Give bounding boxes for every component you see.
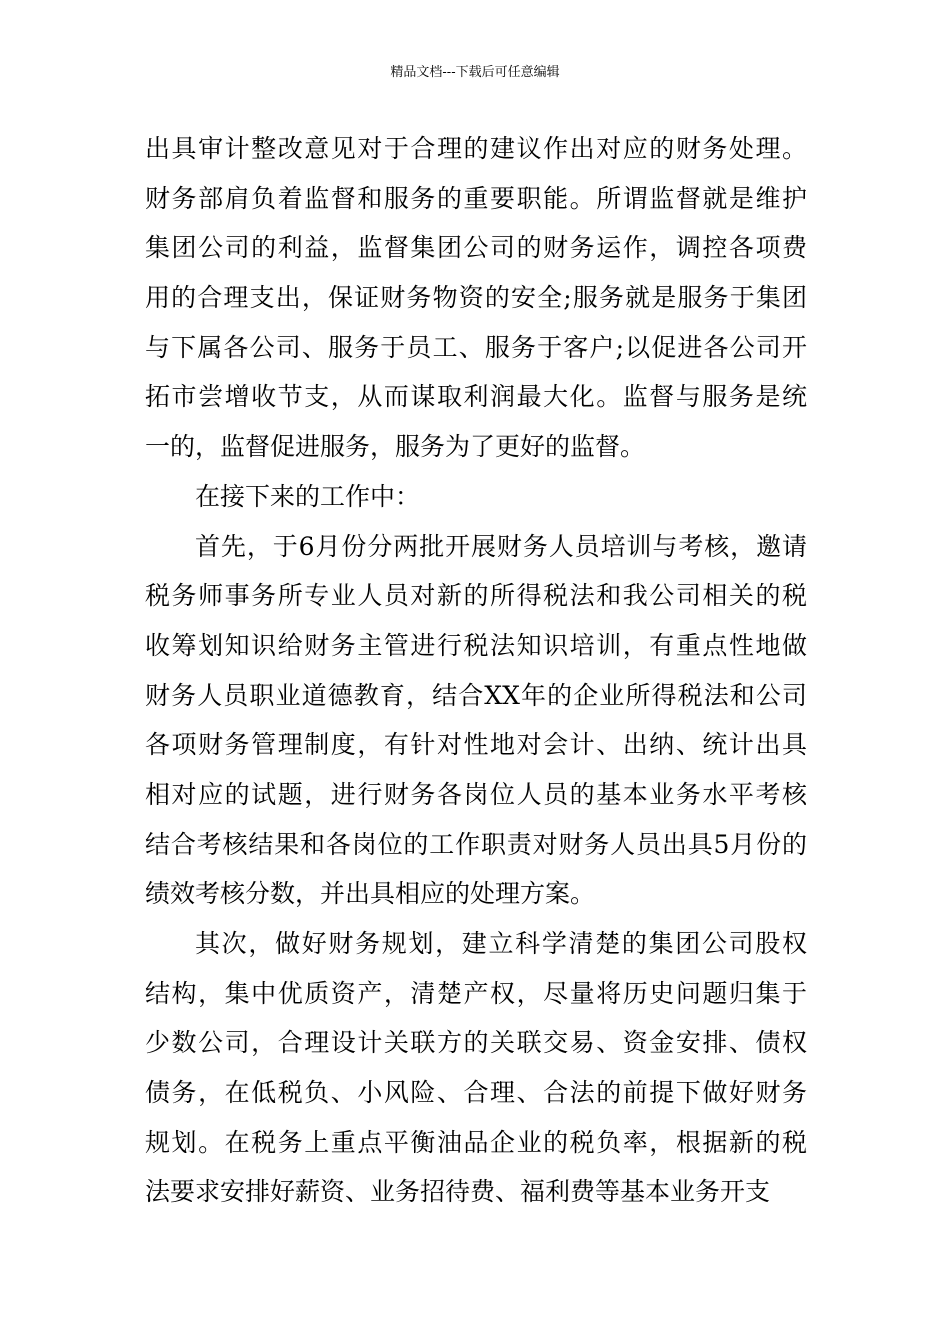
- text-line: 债务，在低税负、小风险、合理、合法的前提下做好财务: [145, 1078, 807, 1108]
- text-line: 绩效考核分数，并出具相应的处理方案。: [145, 879, 596, 909]
- text-line: 结合考核结果和各岗位的工作职责对财务人员出具5月份的: [145, 829, 807, 859]
- page-header: 精品文档---下载后可任意编辑: [390, 65, 560, 80]
- text-line: 规划。在税务上重点平衡油品企业的税负率，根据新的税: [145, 1127, 807, 1157]
- text-line: 法要求安排好薪资、业务招待费、福利费等基本业务开支: [145, 1177, 771, 1207]
- text-line: 出具审计整改意见对于合理的建议作出对应的财务处理。: [145, 134, 807, 163]
- text-line: 少数公司，合理设计关联方的关联交易、资金安排、债权: [145, 1028, 807, 1058]
- paragraph: [145, 919, 807, 1217]
- text-line: 财务部肩负着监督和服务的重要职能。所谓监督就是维护: [145, 183, 807, 213]
- text-line: 各项财务管理制度，有针对性地对会计、出纳、统计出具: [145, 730, 807, 760]
- paragraph: [145, 124, 807, 472]
- text-line: 财务人员职业道德教育，结合XX年的企业所得税法和公司: [145, 680, 807, 710]
- text-line: 结构，集中优质资产，清楚产权，尽量将历史问题归集于: [145, 978, 807, 1008]
- text-line: 收筹划知识给财务主管进行税法知识培训，有重点性地做: [145, 630, 807, 660]
- text-line: 集团公司的利益，监督集团公司的财务运作，调控各项费: [145, 233, 807, 263]
- text-line: 税务师事务所专业人员对新的所得税法和我公司相关的税: [145, 581, 807, 611]
- text-line: 相对应的试题，进行财务各岗位人员的基本业务水平考核: [145, 779, 807, 809]
- document-body: [145, 124, 807, 1217]
- text-line: 一的，监督促进服务，服务为了更好的监督。: [145, 432, 646, 462]
- text-line: 首先，于6月份分两批开展财务人员培训与考核，邀请: [195, 531, 807, 561]
- text-line: 用的合理支出，保证财务物资的安全;服务就是服务于集团: [145, 283, 807, 313]
- text-line: 在接下来的工作中：: [195, 481, 421, 511]
- text-line: 拓市尝增收节支，从而谋取利润最大化。监督与服务是统: [145, 382, 807, 412]
- text-line: 与下属各公司、服务于员工、服务于客户;以促进各公司开: [145, 332, 807, 362]
- paragraph: [145, 472, 807, 522]
- paragraph: [145, 522, 807, 920]
- text-line: 其次，做好财务规划，建立科学清楚的集团公司股权: [195, 929, 807, 958]
